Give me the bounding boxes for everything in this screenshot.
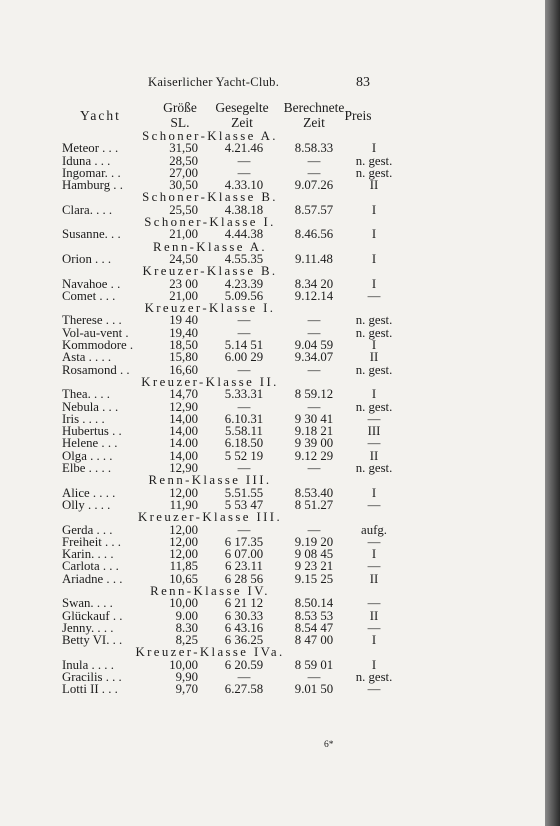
yacht-name: Iduna . . . <box>62 153 111 168</box>
yacht-name: Glückauf . . <box>62 608 123 623</box>
sail-size: 14.00 <box>169 436 198 451</box>
corrected-time: 9.19 20 <box>294 534 334 549</box>
table-row <box>0 437 545 449</box>
sailed-time: 5.14 51 <box>224 338 264 353</box>
corrected-time: — <box>307 165 321 180</box>
col-header-berechnete: Berechnete Zeit <box>283 100 345 130</box>
sailed-time: 6 30.33 <box>224 608 264 623</box>
sail-size: 23 00 <box>169 276 198 291</box>
corrected-time: 9 08 45 <box>294 547 334 562</box>
corrected-time: 8.54 47 <box>294 620 334 635</box>
yacht-name: Hubertus . . <box>62 424 122 439</box>
prize: — <box>367 534 381 549</box>
corrected-time: — <box>307 153 321 168</box>
sail-size: 9,90 <box>175 670 198 685</box>
prize: — <box>367 596 381 611</box>
table-row <box>0 278 545 290</box>
yacht-name: Freiheit . . . <box>62 534 121 549</box>
yacht-name: Iris . . . . <box>62 411 105 426</box>
corrected-time: 9.11.48 <box>295 251 333 266</box>
sailed-time: 6 36.25 <box>224 633 264 648</box>
sailed-time: — <box>237 153 251 168</box>
sail-size: 16,60 <box>169 362 198 377</box>
sail-size: 10,00 <box>169 657 198 672</box>
prize: — <box>367 411 381 426</box>
sailed-time: 6 20.59 <box>224 657 264 672</box>
signature-mark: 6* <box>324 740 334 750</box>
corrected-time: 9.01 50 <box>294 682 334 697</box>
table-row <box>0 462 545 474</box>
yacht-name: Carlota . . . <box>62 559 119 574</box>
corrected-time: 8.57.57 <box>294 202 334 217</box>
prize: n. gest. <box>355 362 393 377</box>
corrected-time: — <box>307 313 321 328</box>
sailed-time: — <box>237 522 251 537</box>
prize: n. gest. <box>355 325 393 340</box>
prize: I <box>371 657 377 672</box>
sail-size: 14,00 <box>169 411 198 426</box>
sail-size: 21,00 <box>169 288 198 303</box>
prize: I <box>371 141 377 156</box>
sail-size: 27,00 <box>169 165 198 180</box>
yacht-name: Swan. . . . <box>62 596 113 611</box>
yacht-name: Jenny. . . . <box>62 620 114 635</box>
prize: n. gest. <box>355 313 393 328</box>
yacht-name: Asta . . . . <box>62 350 112 365</box>
corrected-time: 8.53.40 <box>294 485 334 500</box>
yacht-name: Navahoe . . <box>62 276 121 291</box>
sail-size: 9,70 <box>175 682 198 697</box>
sail-size: 30,50 <box>169 178 198 193</box>
prize: I <box>371 547 377 562</box>
yacht-name: Therese . . . <box>62 313 122 328</box>
sailed-time: 6 43.16 <box>224 620 264 635</box>
corrected-time: 8.46.56 <box>294 227 334 242</box>
sailed-time: 5.33.31 <box>224 387 264 402</box>
results-table <box>0 130 545 696</box>
prize: I <box>371 276 377 291</box>
corrected-time: — <box>307 399 321 414</box>
sailed-time: — <box>237 461 251 476</box>
sailed-time: 6.00 29 <box>224 350 264 365</box>
yacht-name: Ariadne . . . <box>62 571 123 586</box>
table-row <box>0 683 545 695</box>
running-title: Kaiserlicher Yacht-Club. <box>148 75 280 89</box>
sail-size: 11,85 <box>169 559 198 574</box>
sailed-time: 5.58.11 <box>225 424 263 439</box>
yacht-name: Thea. . . . <box>62 387 110 402</box>
sail-size: 28,50 <box>169 153 198 168</box>
sailed-time: 6.27.58 <box>224 682 264 697</box>
table-row <box>0 524 545 536</box>
class-heading: Kreuzer-Klasse B. <box>142 264 278 279</box>
corrected-time: — <box>307 325 321 340</box>
corrected-time: 9 30 41 <box>294 411 334 426</box>
class-heading: Kreuzer-Klasse IVa. <box>135 645 285 660</box>
yacht-name: Rosamond . . <box>62 362 130 377</box>
yacht-name: Gracilis . . . <box>62 670 122 685</box>
prize: I <box>371 227 377 242</box>
sail-size: 8.30 <box>175 620 198 635</box>
sailed-time: 5 53 47 <box>224 497 264 512</box>
sail-size: 10,65 <box>169 571 198 586</box>
sailed-time: 5 52 19 <box>224 448 264 463</box>
corrected-time: 8 59 01 <box>294 657 334 672</box>
prize: II <box>369 571 379 586</box>
corrected-time: 9.12 29 <box>294 448 334 463</box>
table-row <box>0 388 545 400</box>
prize: I <box>371 485 377 500</box>
yacht-name: Susanne. . . <box>62 227 121 242</box>
table-row <box>0 142 545 154</box>
class-heading: Renn-Klasse IV. <box>150 583 270 598</box>
corrected-time: — <box>307 362 321 377</box>
sail-size: 12,00 <box>169 522 198 537</box>
sail-size: 14,00 <box>169 424 198 439</box>
yacht-name: Elbe . . . . <box>62 461 112 476</box>
class-heading: Schoner-Klasse I. <box>144 215 276 230</box>
prize: — <box>367 559 381 574</box>
prize: n. gest. <box>355 461 393 476</box>
sail-size: 12,00 <box>169 534 198 549</box>
prize: aufg. <box>361 522 387 537</box>
class-heading: Renn-Klasse III. <box>148 473 272 488</box>
sail-size: 18,50 <box>169 338 198 353</box>
sailed-time: — <box>237 325 251 340</box>
corrected-time: 8 51.27 <box>294 497 334 512</box>
prize: I <box>371 202 377 217</box>
sailed-time: 5.09.56 <box>224 288 264 303</box>
prize: — <box>367 620 381 635</box>
prize: n. gest. <box>355 670 393 685</box>
sailed-time: 4.33.10 <box>224 178 264 193</box>
sailed-time: — <box>237 165 251 180</box>
yacht-name: Karin. . . . <box>62 547 114 562</box>
yacht-name: Inula . . . . <box>62 657 114 672</box>
yacht-name: Hamburg . . <box>62 178 123 193</box>
corrected-time: 9.15 25 <box>294 571 334 586</box>
yacht-name: Nebula . . . <box>62 399 119 414</box>
table-row <box>0 228 545 240</box>
sailed-time: 4.55.35 <box>224 251 264 266</box>
prize: II <box>369 608 379 623</box>
sail-size: 24,50 <box>169 251 198 266</box>
col-header-yacht: Yacht <box>80 108 121 123</box>
corrected-time: — <box>307 670 321 685</box>
table-row <box>0 597 545 609</box>
yacht-name: Vol-au-vent . <box>62 325 129 340</box>
sailed-time: — <box>237 313 251 328</box>
corrected-time: 9.04 59 <box>294 338 334 353</box>
prize: — <box>367 682 381 697</box>
sail-size: 10,00 <box>169 596 198 611</box>
yacht-name: Orion . . . <box>62 251 112 266</box>
sail-size: 8,25 <box>175 633 198 648</box>
corrected-time: 8.34 20 <box>294 276 334 291</box>
sail-size: 12,00 <box>169 547 198 562</box>
yacht-name: Lotti II . . . <box>62 682 118 697</box>
sail-size: 12,90 <box>169 399 198 414</box>
page-number: 83 <box>356 75 370 90</box>
sailed-time: 4.38.18 <box>224 202 264 217</box>
sail-size: 14,00 <box>169 448 198 463</box>
sail-size: 9.00 <box>175 608 198 623</box>
prize: I <box>371 338 377 353</box>
class-heading: Schoner-Klasse A. <box>142 129 278 143</box>
class-heading: Kreuzer-Klasse III. <box>137 510 283 525</box>
sailed-time: 6.18.50 <box>224 436 264 451</box>
page-edge <box>545 0 560 826</box>
yacht-name: Comet . . . <box>62 288 116 303</box>
yacht-name: Betty VI. . . <box>62 633 123 648</box>
prize: II <box>369 350 379 365</box>
yacht-name: Olga . . . . <box>62 448 113 463</box>
yacht-name: Helene . . . <box>62 436 118 451</box>
class-heading: Renn-Klasse A. <box>153 239 267 254</box>
class-heading: Schoner-Klasse B. <box>142 190 278 205</box>
sailed-time: 4.44.38 <box>224 227 264 242</box>
table-row <box>0 560 545 572</box>
corrected-time: 9.18 21 <box>294 424 334 439</box>
sail-size: 12,90 <box>169 461 198 476</box>
corrected-time: 8 47 00 <box>294 633 334 648</box>
prize: I <box>371 633 377 648</box>
sailed-time: 5.51.55 <box>224 485 264 500</box>
sailed-time: 6.10.31 <box>224 411 264 426</box>
sail-size: 31,50 <box>169 141 198 156</box>
sailed-time: 6 23.11 <box>225 559 263 574</box>
sailed-time: 6 21 12 <box>224 596 264 611</box>
prize: I <box>371 387 377 402</box>
corrected-time: 9.07.26 <box>294 178 334 193</box>
prize: n. gest. <box>355 165 393 180</box>
sailed-time: 4.23.39 <box>224 276 264 291</box>
yacht-name: Olly . . . . <box>62 497 111 512</box>
sail-size: 21,00 <box>169 227 198 242</box>
sailed-time: — <box>237 670 251 685</box>
corrected-time: 8 59.12 <box>294 387 334 402</box>
col-header-preis: Preis <box>344 108 372 123</box>
corrected-time: — <box>307 461 321 476</box>
yacht-name: Ingomar. . . <box>62 165 121 180</box>
prize: — <box>367 288 381 303</box>
prize: — <box>367 497 381 512</box>
corrected-time: 9 39 00 <box>294 436 334 451</box>
class-heading: Kreuzer-Klasse I. <box>144 301 276 316</box>
sailed-time: — <box>237 399 251 414</box>
table-row <box>0 351 545 363</box>
prize: II <box>369 448 379 463</box>
sail-size: 14,70 <box>169 387 198 402</box>
prize: n. gest. <box>355 153 393 168</box>
sail-size: 19,40 <box>169 325 198 340</box>
table-row <box>0 314 545 326</box>
corrected-time: 9.34.07 <box>294 350 334 365</box>
yacht-name: Kommodore . <box>62 338 134 353</box>
sail-size: 15,80 <box>169 350 198 365</box>
corrected-time: 8.53 53 <box>294 608 334 623</box>
prize: II <box>369 178 379 193</box>
corrected-time: 9.12.14 <box>294 288 334 303</box>
sailed-time: 4.21.46 <box>224 141 264 156</box>
prize: III <box>367 424 381 439</box>
yacht-name: Clara. . . . <box>62 202 113 217</box>
prize: — <box>367 436 381 451</box>
yacht-name: Alice . . . . <box>62 485 116 500</box>
corrected-time: 8.50.14 <box>294 596 334 611</box>
col-header-size: Größe SL. <box>163 100 197 130</box>
yacht-name: Gerda . . . <box>62 522 113 537</box>
prize: I <box>371 251 377 266</box>
corrected-time: — <box>307 522 321 537</box>
table-row <box>0 401 545 413</box>
table-row <box>0 573 545 585</box>
sail-size: 12,00 <box>169 485 198 500</box>
sail-size: 11,90 <box>169 497 198 512</box>
corrected-time: 8.58.33 <box>294 141 334 156</box>
yacht-name: Meteor . . . <box>62 141 119 156</box>
sail-size: 19 40 <box>169 313 198 328</box>
corrected-time: 9 23 21 <box>294 559 334 574</box>
sailed-time: 6 28 56 <box>224 571 264 586</box>
sail-size: 25,50 <box>169 202 198 217</box>
sailed-time: 6 17.35 <box>224 534 264 549</box>
class-heading: Kreuzer-Klasse II. <box>141 374 279 389</box>
col-header-gesegelte: Gesegelte Zeit <box>215 100 269 130</box>
prize: n. gest. <box>355 399 393 414</box>
sailed-time: 6 07.00 <box>224 547 264 562</box>
sailed-time: — <box>237 362 251 377</box>
